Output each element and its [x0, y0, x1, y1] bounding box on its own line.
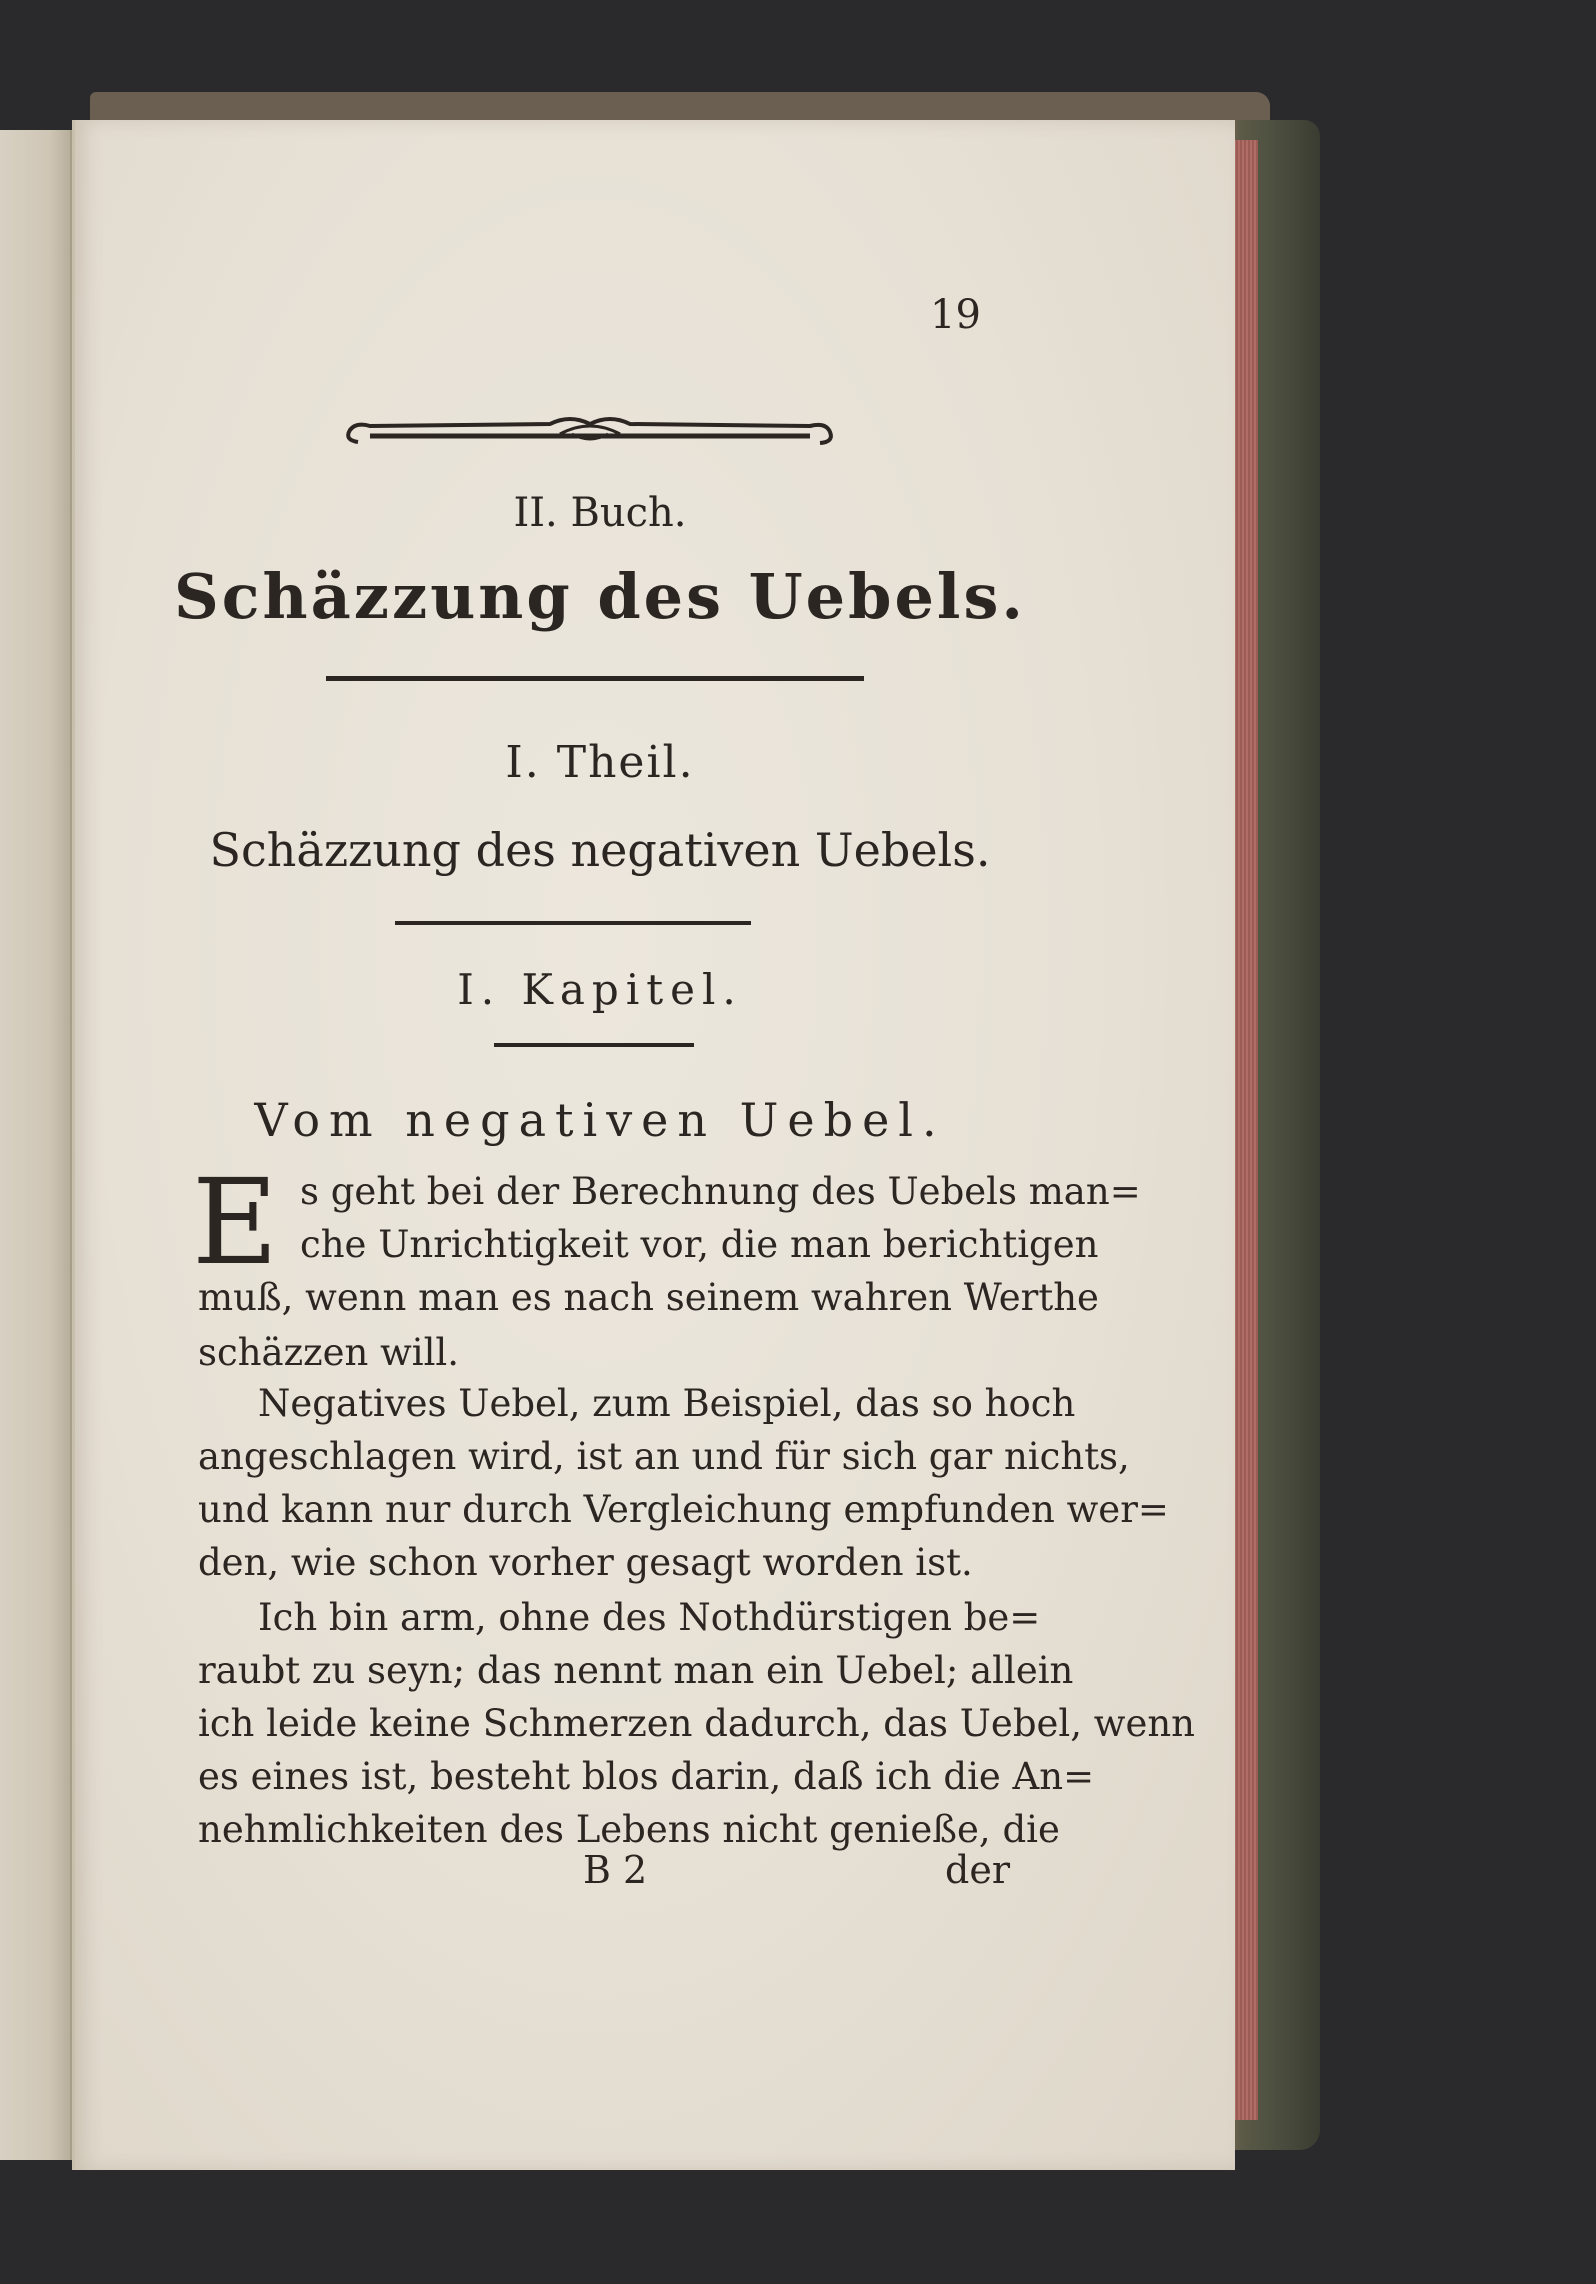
text-line: raubt zu seyn; das nennt man ein Uebel; allein: [198, 1649, 1074, 1692]
text-line: che Unrichtigkeit vor, die man berichtigen: [300, 1223, 1099, 1266]
signature-mark: B 2: [583, 1848, 648, 1892]
text-line: den, wie schon vorher gesagt worden ist.: [198, 1541, 973, 1584]
text-line: Negatives Uebel, zum Beispiel, das so hoch: [258, 1382, 1076, 1425]
chapter-title: Vom negativen Uebel.: [254, 1093, 946, 1147]
catchword: der: [945, 1848, 1010, 1892]
drop-cap: E: [192, 1153, 279, 1291]
text-line: muß, wenn man es nach seinem wahren Werthe: [198, 1276, 1099, 1319]
ornament-divider-icon: [340, 410, 840, 460]
text-line: s geht bei der Berechnung des Uebels man=: [300, 1170, 1141, 1213]
part-rule: [395, 921, 751, 925]
text-line: und kann nur durch Vergleichung empfunden wer=: [198, 1488, 1169, 1531]
text-line: schäzzen will.: [198, 1331, 460, 1374]
text-line: ich leide keine Schmerzen dadurch, das Uebel, wenn: [198, 1702, 1195, 1745]
page-number: 19: [930, 292, 981, 338]
part-label: I. Theil.: [505, 737, 695, 788]
chapter-rule: [494, 1043, 694, 1047]
text-line: angeschlagen wird, ist an und für sich gar nichts,: [198, 1435, 1130, 1478]
text-line: Ich bin arm, ohne des Nothdürstigen be=: [258, 1596, 1041, 1639]
text-line: nehmlichkeiten des Lebens nicht genieße, die: [198, 1808, 1060, 1851]
book-title: Schäzzung des Uebels.: [174, 560, 1026, 633]
chapter-label: I. Kapitel.: [457, 965, 743, 1014]
text-line: es eines ist, besteht blos darin, daß ich die An=: [198, 1755, 1095, 1798]
book-label: II. Buch.: [513, 490, 687, 536]
left-page-edge: [0, 130, 72, 2160]
title-rule: [326, 676, 864, 681]
part-title: Schäzzung des negativen Uebels.: [209, 823, 991, 877]
